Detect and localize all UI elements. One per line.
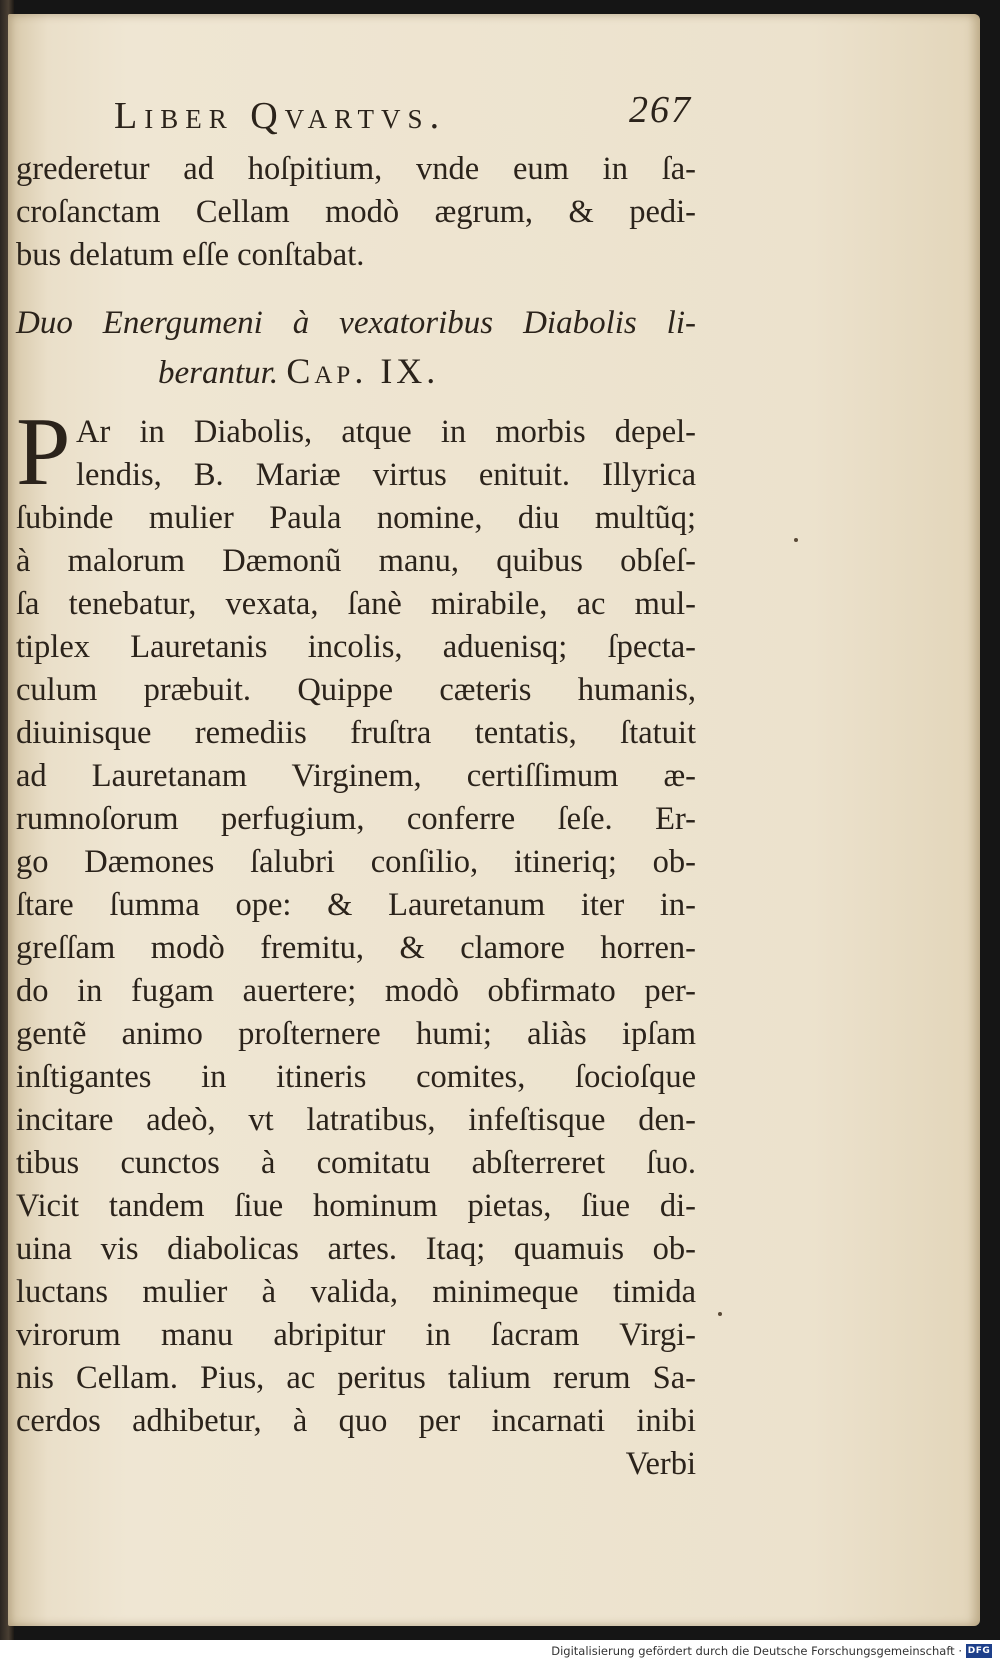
chapter-heading-line [16,347,696,395]
text-line: greſſam modò fremitu, & clamore horren- [16,930,696,966]
page-text [16,89,696,1486]
text-line: do in fugam auertere; modò obfirmato per- [16,973,696,1009]
page-number: 267 [629,89,692,131]
funding-credit: Digitalisierung gefördert durch die Deutsche Forschungsgemeinschaft · [551,1644,962,1658]
chapter-number: Cap. IX. [286,351,440,391]
book-page [8,14,980,1626]
text-line: incitare adeò, vt latratibus, infeſtisque den- [16,1102,696,1138]
text-line: culum præbuit. Quippe cæteris humanis, [16,672,696,708]
text-line: bus delatum eſſe conſtabat. [16,237,365,273]
text-line: Vicit tandem ſiue hominum pietas, ſiue di- [16,1188,696,1224]
text-line: croſanctam Cellam modò ægrum, & pedi- [16,194,696,230]
text-line: lendis, B. Mariæ virtus enituit. Illyrica [76,457,696,493]
chapter-heading-line: Duo Energumeni à vexatoribus Diabolis li- [16,305,696,341]
chapter-heading [16,299,696,395]
text-line: Ar in Diabolis, atque in morbis depel- [76,414,696,450]
catchword: Verbi [625,1446,696,1482]
running-head-title: Liber Qvartvs. [114,95,447,137]
text-line: gentẽ animo proſternere humi; aliàs ipſam [16,1016,696,1052]
text-line: cerdos adhibetur, à quo per incarnati inibi [16,1403,696,1439]
text-line: tiplex Lauretanis incolis, aduenisq; ſpecta- [16,629,696,665]
paper-speck [794,538,798,542]
digitization-footer [0,1640,1000,1666]
text-line: tibus cunctos à comitatu abſterreret ſuo. [16,1145,696,1181]
text-line: ſa tenebatur, vexata, ſanè mirabile, ac mul- [16,586,696,622]
text-line: grederetur ad hoſpitium, vnde eum in ſa- [16,151,696,187]
chapter-heading-text: berantur. [158,355,279,391]
text-line: uina vis diabolicas artes. Itaq; quamuis ob- [16,1231,696,1267]
text-line: diuinisque remediis fruſtra tentatis, ſtatuit [16,715,696,751]
running-head [16,89,696,148]
text-line: go Dæmones ſalubri conſilio, itineriq; ob- [16,844,696,880]
text-line: ad Lauretanam Virginem, certiſſimum æ- [16,758,696,794]
intro-paragraph [16,148,696,277]
text-line: virorum manu abripitur in ſacram Virgi- [16,1317,696,1353]
text-line: luctans mulier à valida, minimeque timida [16,1274,696,1310]
text-line: ſtare ſumma ope: & Lauretanum iter in- [16,887,696,923]
paper-speck [718,1312,722,1316]
chapter-body [16,398,696,1486]
text-line: inſtigantes in itineris comites, ſocioſque [16,1059,696,1095]
text-line: ſubinde mulier Paula nomine, diu multũq; [16,500,696,536]
dfg-logo: DFG [967,1646,991,1656]
text-line: nis Cellam. Pius, ac peritus talium rerum Sa- [16,1360,696,1396]
text-line: rumnoſorum perfugium, conferre ſeſe. Er- [16,801,696,837]
text-line: à malorum Dæmonũ manu, quibus obſeſ- [16,543,696,579]
drop-cap: P [16,398,71,506]
